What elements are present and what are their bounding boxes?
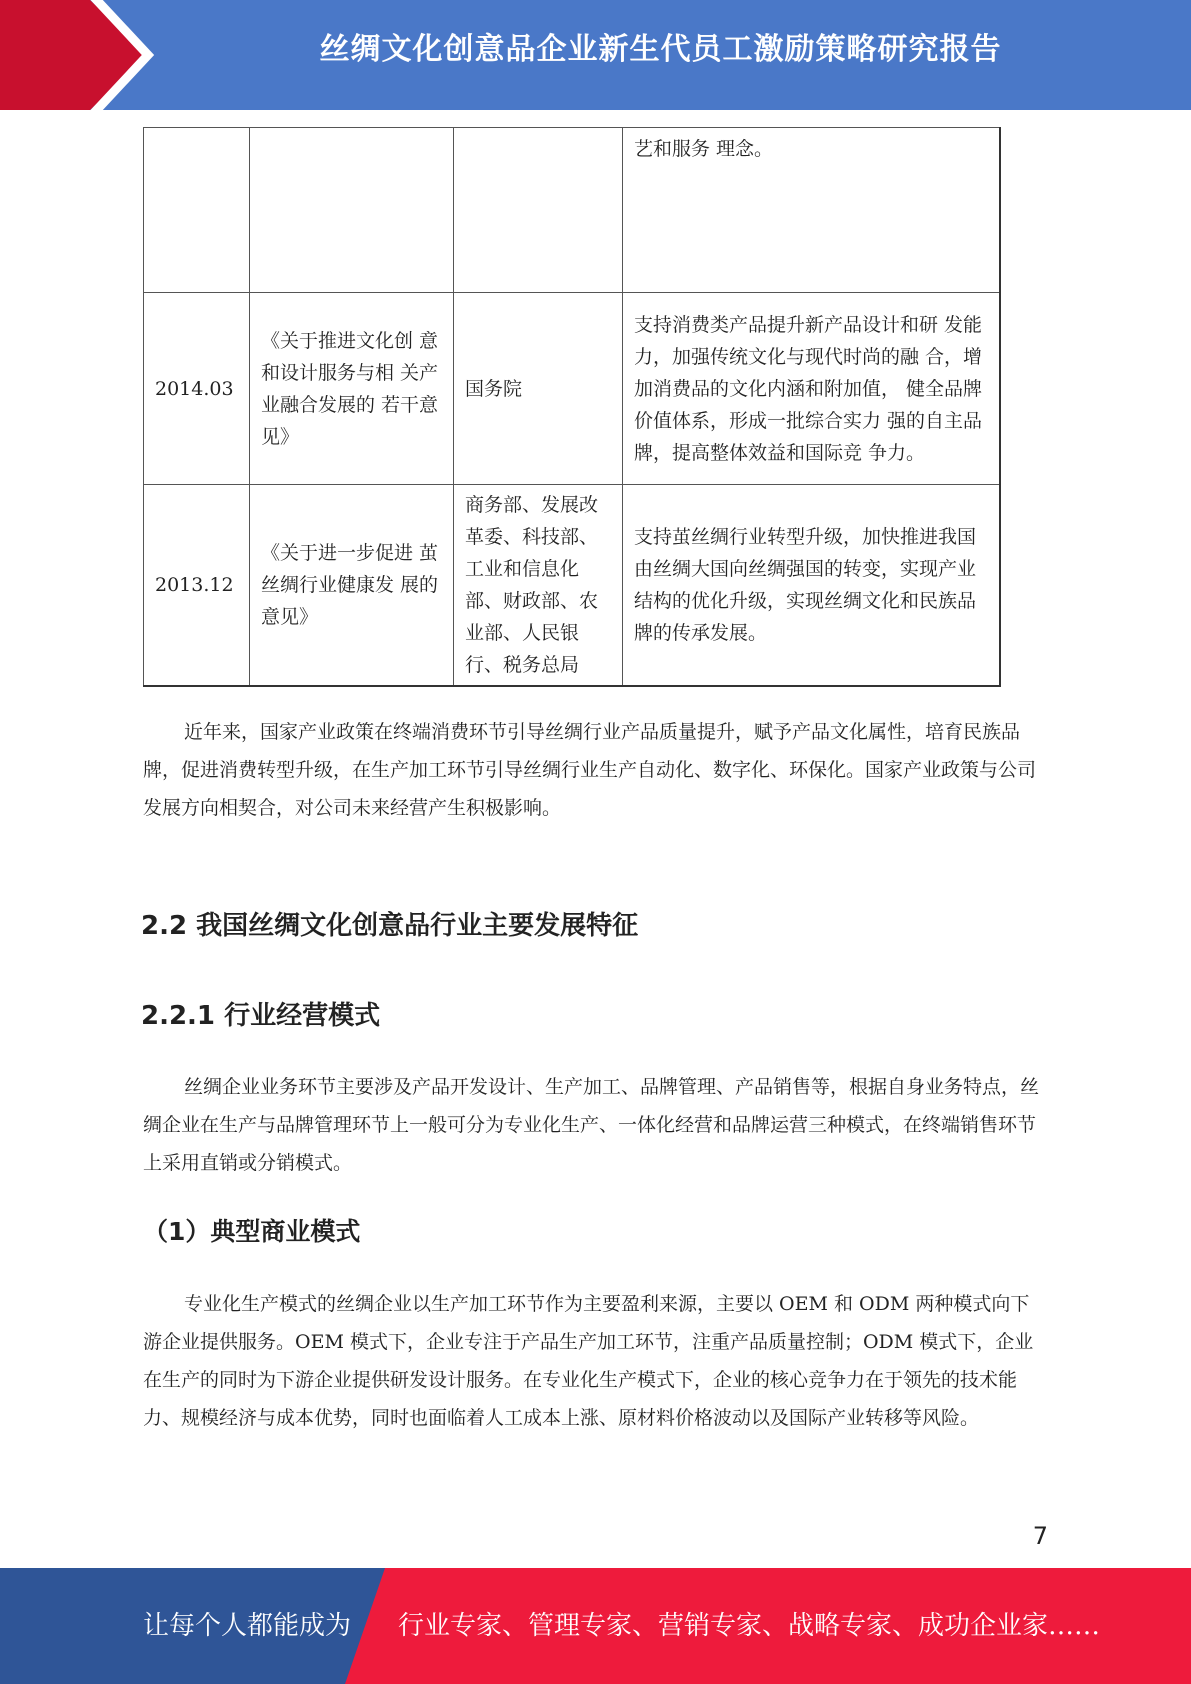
page-header — [0, 0, 1191, 110]
footer-slogan-right: 行业专家、管理专家、营销专家、战略专家、成功企业家…… — [398, 1611, 1101, 1641]
policy-title — [250, 128, 454, 293]
table-row — [144, 485, 1000, 687]
policy-department — [454, 128, 623, 293]
report-title: 丝绸文化创意品企业新生代员工激励策略研究报告 — [319, 32, 1002, 67]
policy-date: 2014.03 — [144, 293, 250, 485]
policy-date: 2013.12 — [144, 485, 250, 687]
page-number: 7 — [1032, 1522, 1048, 1550]
section-heading: 2.2 我国丝绸文化创意品行业主要发展特征 — [141, 911, 639, 941]
policy-title: 《关于进一步促进 茧丝绸行业健康发 展的意见》 — [250, 485, 454, 687]
table-row — [144, 128, 1000, 293]
body-paragraph: 专业化生产模式的丝绸企业以生产加工环节作为主要盈利来源，主要以 OEM 和 ODM 两种模式向下游企业提供服务。OEM 模式下，企业专注于产品生产加工环节，注重产品质量控制；ODM 模式下，企业在生产的同时为下游企业提供研发设计服务。在专业化生产模式下，企业的核心竞争力在于领先的技术能力、规模经济与成本优势，同时也面临着人工成本上涨、原材料价格波动以及国际产业转移等风险。 — [143, 1293, 1034, 1429]
page-footer — [0, 1568, 1191, 1684]
policy-content: 支持茧丝绸行业转型升级，加快推进我国由丝绸大国向丝绸强国的转变，实现产业结构的优化升级，实现丝绸文化和民族品牌的传承发展。 — [623, 485, 1000, 687]
topic-heading: （1）典型商业模式 — [143, 1217, 361, 1246]
policy-department: 国务院 — [454, 293, 623, 485]
body-paragraph: 近年来，国家产业政策在终端消费环节引导丝绸行业产品质量提升，赋予产品文化属性，培育民族品牌，促进消费转型升级，在生产加工环节引导丝绸行业生产自动化、数字化、环保化。国家产业政策与公司发展方向相契合，对公司未来经营产生积极影响。 — [143, 721, 1037, 819]
policy-date — [144, 128, 250, 293]
table-row — [144, 293, 1000, 485]
policy-department: 商务部、发展改革委、科技部、工业和信息化部、财政部、农业部、人民银行、税务总局 — [454, 485, 623, 687]
policy-table — [143, 127, 1001, 687]
policy-title: 《关于推进文化创 意和设计服务与相 关产业融合发展的 若干意见》 — [250, 293, 454, 485]
policy-content: 支持消费类产品提升新产品设计和研 发能力，加强传统文化与现代时尚的融 合，增加消费品的文化内涵和附加值， 健全品牌价值体系，形成一批综合实力 强的自主品牌，提高整体效益和国际竞 争力。 — [623, 293, 1000, 485]
footer-slogan-left: 让每个人都能成为 — [143, 1611, 352, 1641]
policy-content: 艺和服务 理念。 — [623, 128, 1000, 293]
body-paragraph: 丝绸企业业务环节主要涉及产品开发设计、生产加工、品牌管理、产品销售等，根据自身业务特点，丝绸企业在生产与品牌管理环节上一般可分为专业化生产、一体化经营和品牌运营三种模式，在终端销售环节上采用直销或分销模式。 — [143, 1076, 1040, 1174]
subsection-heading: 2.2.1 行业经营模式 — [141, 1001, 381, 1031]
